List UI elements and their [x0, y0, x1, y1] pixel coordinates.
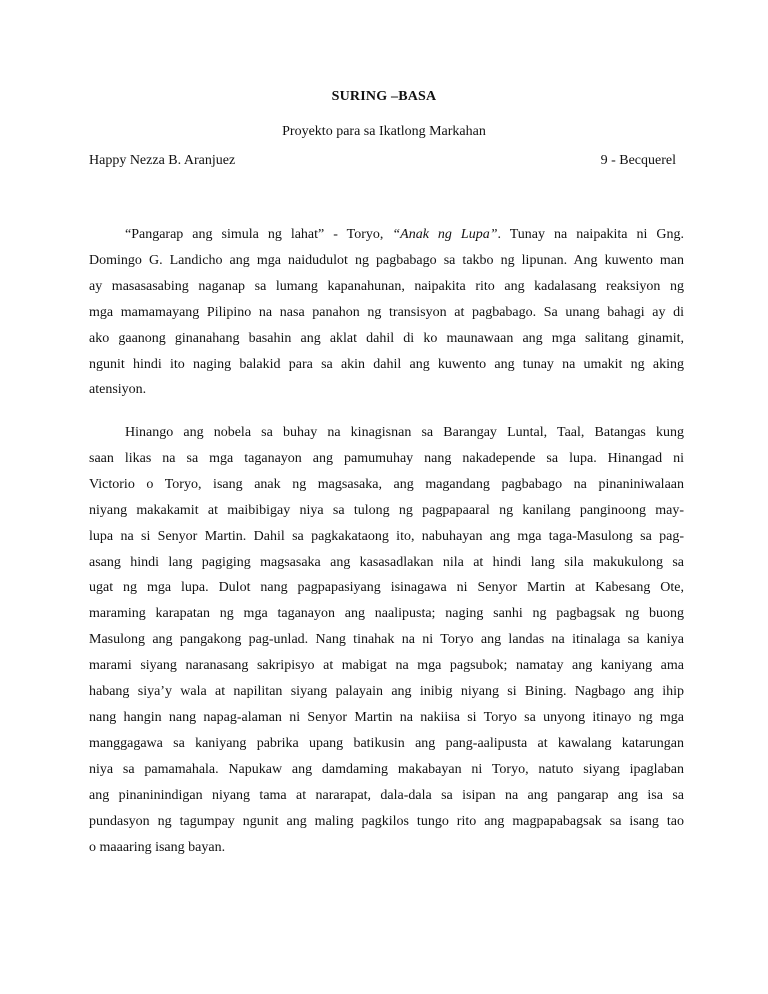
paragraph-1-line: mga mamamayang Pilipino na nasa panahon ng transisyon at pagbabago. Sa unang bahagi ay di	[89, 304, 684, 320]
paragraph-2-line: Hinango ang nobela sa buhay na kinagisnan sa Barangay Luntal, Taal, Batangas kung	[125, 425, 684, 440]
paragraph-1-line: atensiyon.	[89, 382, 147, 398]
paragraph-2-line: nang hangin nang napag-alaman ni Senyor Martin na nakiisa si Toryo sa unyong itinayo ng mga	[89, 709, 684, 725]
paragraph-2-line: o maaaring isang bayan.	[89, 839, 226, 855]
paragraph-1-line: ngunit hindi ito naging balakid para sa akin dahil ang kuwento ang tunay na umakit ng aking	[89, 356, 684, 372]
class-section: 9 - Becquerel	[600, 153, 676, 168]
document-subtitle: Proyekto para sa Ikatlong Markahan	[282, 124, 486, 139]
book-title-text: “Anak ng Lupa”	[392, 227, 498, 242]
paragraph-2-line: ugat ng mga lupa. Dulot nang pagpapasiyang isinagawa ni Senyor Martin at Kabesang Ote,	[89, 580, 684, 596]
paragraph-1-line: Domingo G. Landicho ang mga naidudulot ng pagbabago sa takbo ng lipunan. Ang kuwento man	[89, 252, 684, 268]
paragraph-2-line: ang pinaninindigan niyang tama at nararapat, dala-dala sa isipan na ang pangarap ang isa sa	[89, 787, 684, 803]
author-name: Happy Nezza B. Aranjuez	[89, 153, 236, 168]
paragraph-1	[89, 222, 684, 403]
paragraph-1-line-1	[89, 222, 684, 248]
paragraph-2-line: niya sa pamamahala. Napukaw ang damdaming makabayan ni Toryo, natuto siyang ipaglaban	[89, 761, 684, 777]
line-text: “Pangarap ang simula ng lahat” - Toryo,	[125, 227, 393, 242]
paragraph-1-line: ay masasasabing naganap sa lumang kapanahunan, naipakita rito ang kadalasang reaksiyon ng	[89, 278, 684, 294]
paragraph-2-line: maraming karapatan ng mga taganayon ang naalipusta; naging sanhi ng pagbagsak ng buong	[89, 606, 684, 622]
paragraph-2-line: lupa na si Senyor Martin. Dahil sa pagkakataong ito, nabuhayan ang mga taga-Masulong sa pag-	[89, 528, 684, 544]
paragraph-2-line: marami siyang naranasang sakripisyo at mabigat na mga pagsubok; namatay ang kaniyang ama	[89, 658, 684, 674]
paragraph-2-line: niyang makakamit at maibibigay niya sa tulong ng pagpapaaral ng kanilang panginoong may-	[89, 502, 684, 518]
paragraph-2-line: pundasyon ng tagumpay ngunit ang maling pagkilos tungo rito ang magpapabagsak sa isang tao	[89, 813, 684, 829]
document-title: SURING –BASA	[331, 89, 437, 104]
paragraph-2-line: Masulong ang pangakong pag-unlad. Nang tinahak na ni Toryo ang landas na itinalaga sa kaniya	[89, 632, 684, 648]
paragraph-2-line: manggagawa sa kaniyang pabrika upang batikusin ang pang-aalipusta at kawalang katarungan	[89, 735, 684, 751]
paragraph-2-line: saan likas na sa mga taganayon ang pamumuhay nang nakadepende sa lupa. Hinangad ni	[89, 450, 684, 466]
paragraph-2-line: Victorio o Toryo, isang anak ng magsasaka, ang magandang pagbabago na pinaniniwalaan	[89, 476, 684, 492]
paragraph-2-line: habang siya’y wala at napilitan siyang palayain ang inibig niyang si Bining. Nagbago ang ihip	[89, 684, 684, 700]
paragraph-2	[89, 420, 684, 860]
paragraph-2-line: asang hindi lang pagiging magsasaka ang kasasadlakan nila at hindi lang sila makukulong sa	[89, 554, 684, 570]
paragraph-1-line: ako gaanong ginanahang basahin ang aklat dahil di ko maunawaan ang mga salitang ginamit,	[89, 330, 684, 346]
line-text: . Tunay na naipakita ni Gng.	[497, 227, 685, 242]
